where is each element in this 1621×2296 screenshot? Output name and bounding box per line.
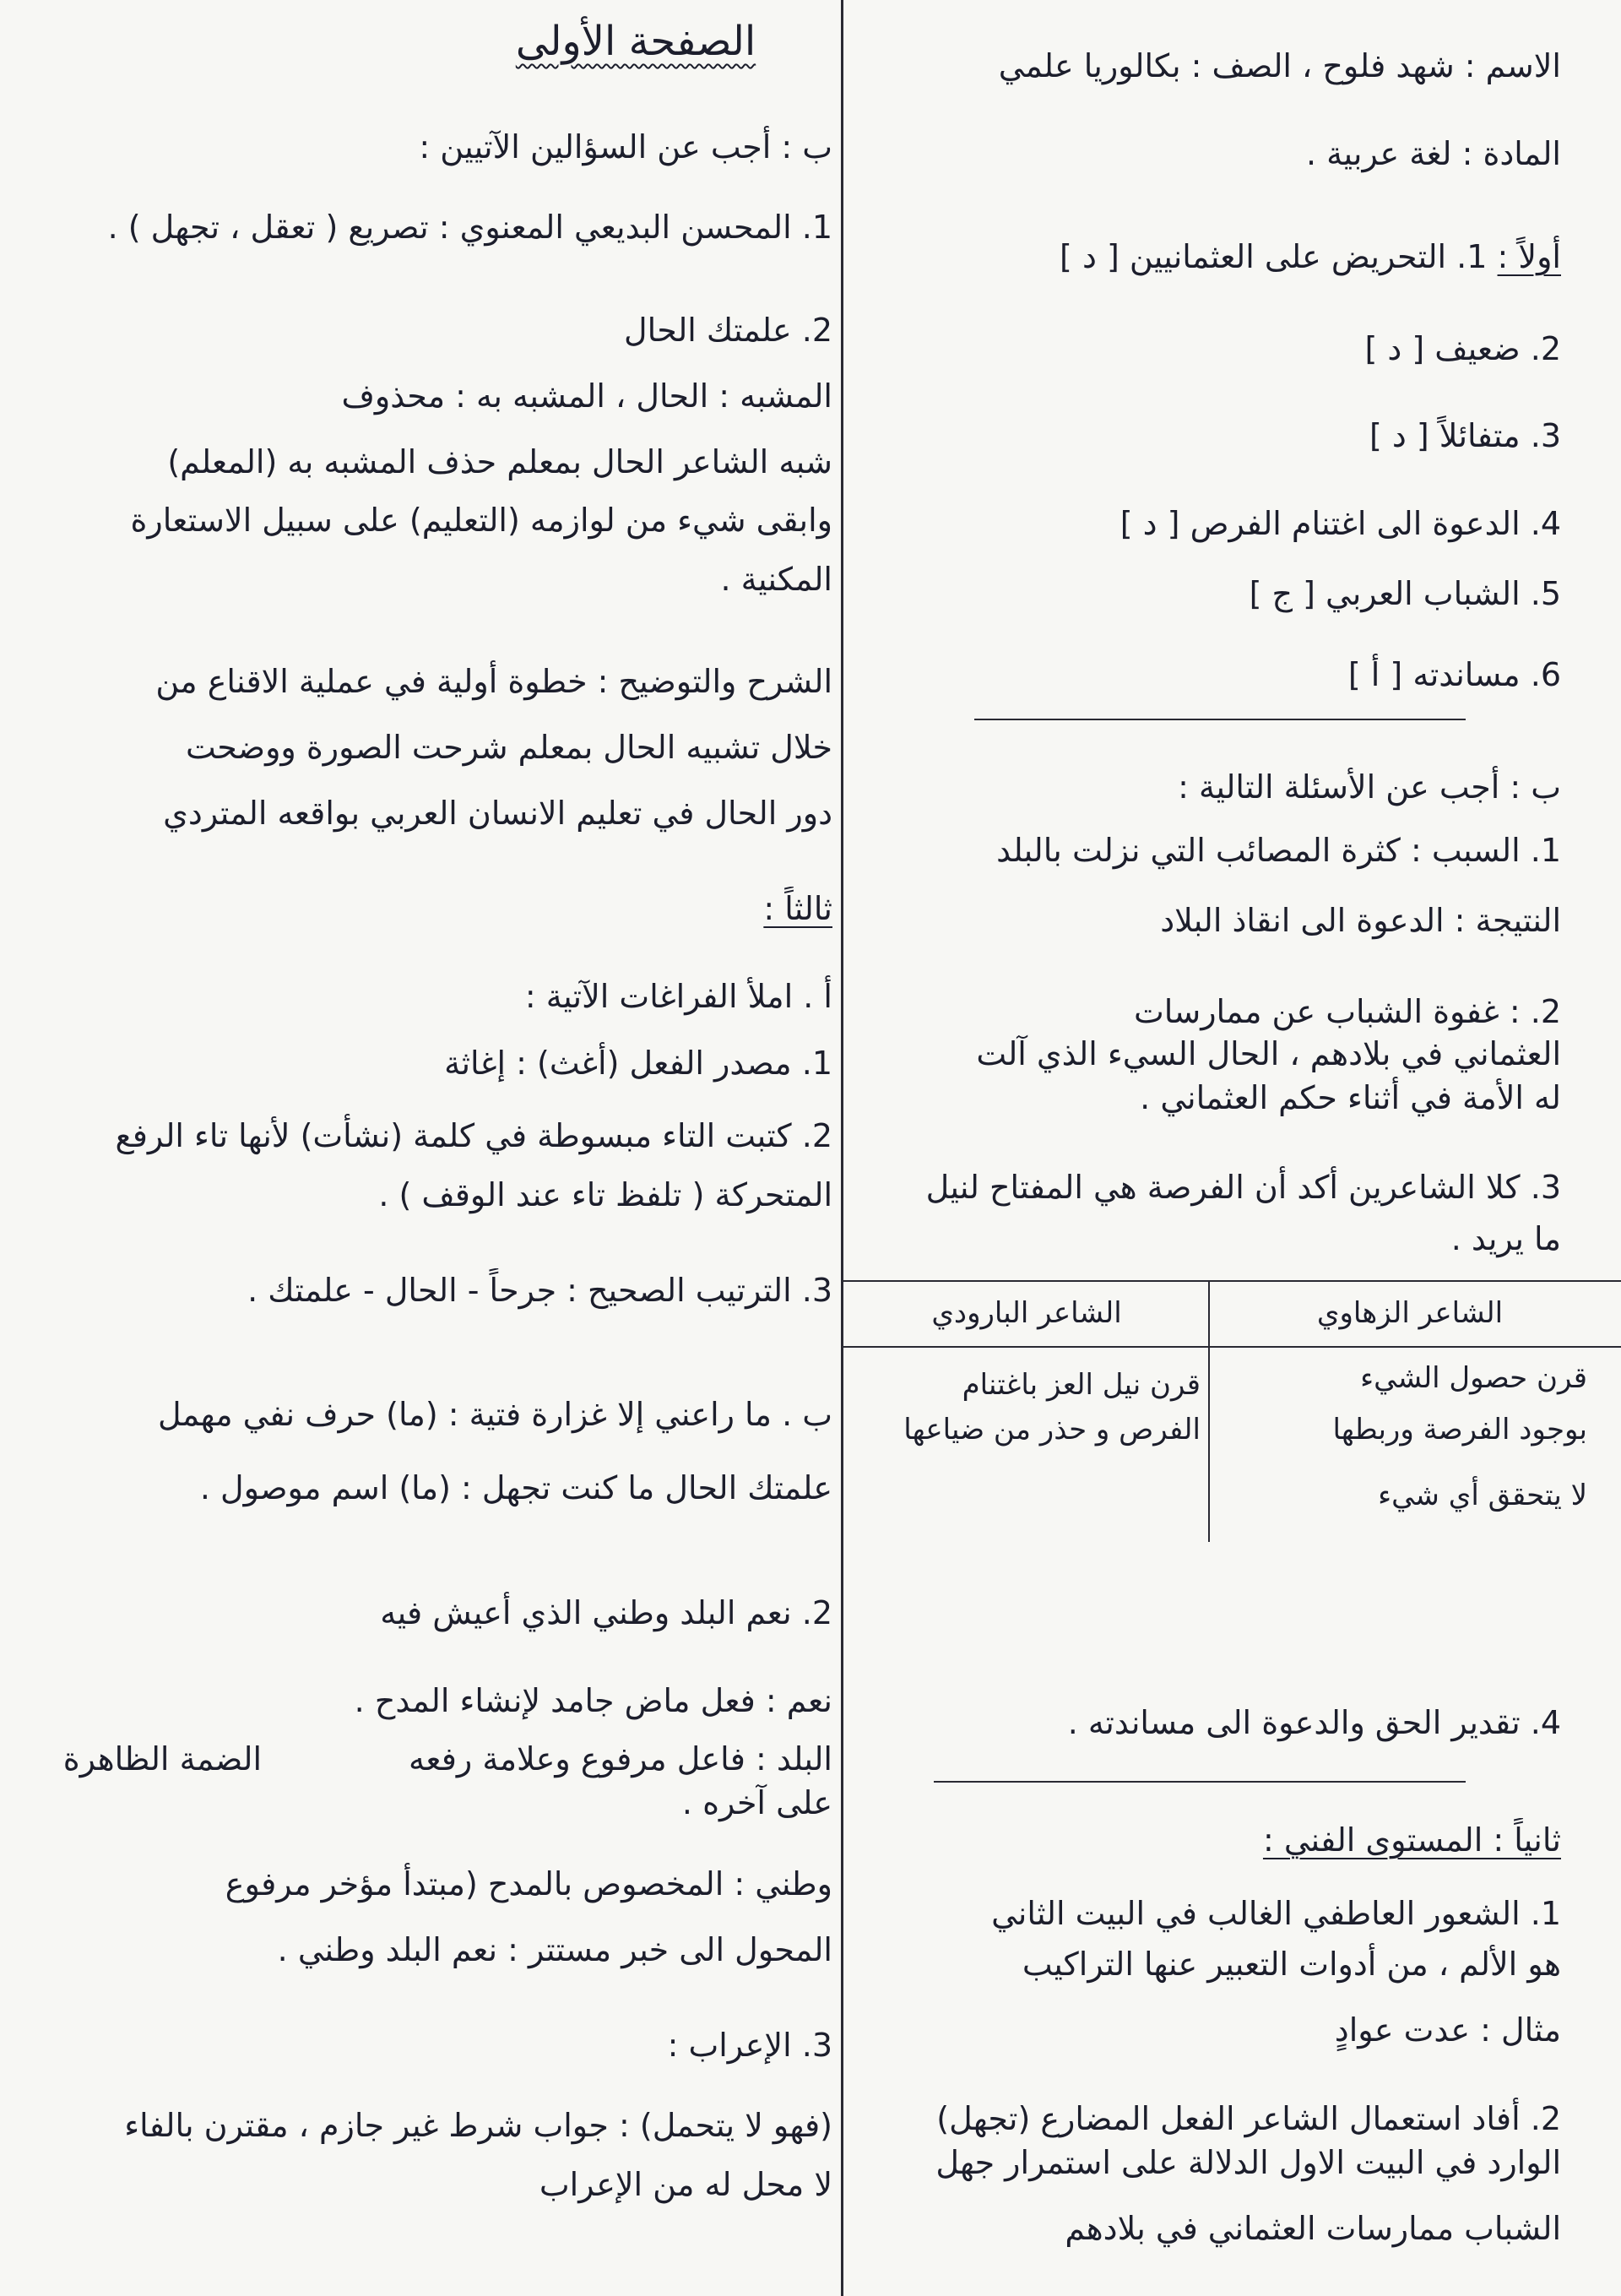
answer-line: شبه الشاعر الحال بمعلم حذف المشبه به (المعلم) xyxy=(167,443,832,480)
column-divider xyxy=(841,0,843,2296)
answer-line: 2. : غفوة الشباب عن ممارسات xyxy=(1134,993,1561,1030)
section-heading xyxy=(853,1818,1561,1862)
answer-line: 5. الشباب العربي [ ج ] xyxy=(1249,575,1561,612)
part-one-first-answer xyxy=(853,235,1561,279)
answer-line: 3. الإعراب : xyxy=(667,2027,832,2064)
answer-line: 2. ضعيف [ د ] xyxy=(1364,330,1561,367)
table-header-barudi: الشاعر البارودي xyxy=(931,1296,1122,1330)
answer-line: المتحركة ( تلفظ تاء عند الوقف ) . xyxy=(378,1176,832,1213)
answer-line: الشرح والتوضيح : خطوة أولية في عملية الاقناع من xyxy=(155,663,832,700)
table-header-border xyxy=(843,1346,1621,1348)
answer-line: 3. كلا الشاعرين أكد أن الفرصة هي المفتاح لنيل xyxy=(925,1169,1561,1206)
answer-line: دور الحال في تعليم الانسان العربي بواقعه المتردي xyxy=(163,795,832,832)
answer-line: مثال : عدت عوادٍ xyxy=(1334,2011,1561,2049)
section-separator xyxy=(934,1781,1466,1783)
part-two-heading: ثانياً : المستوى الفني : xyxy=(1262,1821,1561,1859)
answer-line: المكنية . xyxy=(720,561,832,598)
answer-line: 1. التحريض على العثمانيين [ د ] xyxy=(1060,238,1488,275)
answer-line: ما يريد . xyxy=(1450,1220,1561,1257)
answer-line: لا محل له من الإعراب xyxy=(539,2166,832,2203)
answer-line: علمتك الحال ما كنت تجهل : (ما) اسم موصول . xyxy=(199,1469,832,1506)
answer-line: 2. أفاد استعمال الشاعر الفعل المضارع (تجهل) xyxy=(936,2100,1561,2137)
section-heading: أ . املأ الفراغات الآتية : xyxy=(524,978,832,1015)
answer-line: الوارد في البيت الاول الدلالة على استمرار جهل xyxy=(935,2144,1561,2181)
answer-line: 3. متفائلاً [ د ] xyxy=(1369,417,1561,454)
table-top-border xyxy=(843,1280,1621,1282)
answer-line: المحول الى خبر مستتر : نعم البلد وطني . xyxy=(277,1931,832,1968)
answer-line: 1. السبب : كثرة المصائب التي نزلت بالبلد xyxy=(996,832,1561,869)
part-one-label: أولاً : xyxy=(1497,238,1561,275)
answer-line: 4. الدعوة الى اغتنام الفرص [ د ] xyxy=(1120,505,1561,542)
part-three-label: ثالثاً : xyxy=(763,890,832,927)
answer-line: 6. مساندته [ أ ] xyxy=(1347,656,1561,693)
answer-line: 2. كتبت التاء مبسوطة في كلمة (نشأت) لأنها تاء الرفع xyxy=(115,1117,832,1154)
answer-line: 3. الترتيب الصحيح : جرحاً - الحال - علمتك . xyxy=(247,1272,832,1309)
table-cell-line: بوجود الفرصة وربطها xyxy=(1332,1413,1587,1447)
answer-line: ب . ما راعني إلا غزارة فتية : (ما) حرف نفي مهمل xyxy=(157,1396,832,1433)
table-cell-line: قرن حصول الشيء xyxy=(1360,1361,1587,1395)
answer-line: هو الألم ، من أدوات التعبير عنها التراكيب xyxy=(1022,1946,1561,1983)
answer-line: الشباب ممارسات العثماني في بلادهم xyxy=(1065,2210,1561,2247)
answer-line: النتيجة : الدعوة الى انقاذ البلاد xyxy=(1160,902,1561,939)
answer-line: المشبه : الحال ، المشبه به : محذوف xyxy=(341,377,832,415)
answer-line: العثماني في بلادهم ، الحال السيء الذي آلت xyxy=(976,1035,1561,1072)
answer-line: على آخره . xyxy=(681,1784,832,1821)
table-cell-line: قرن نيل العز باغتنام xyxy=(962,1368,1201,1402)
section-heading: ب : أجب عن الأسئلة التالية : xyxy=(1178,768,1561,806)
answer-line: 1. مصدر الفعل (أغث) : إغاثة xyxy=(444,1045,832,1082)
answer-line: وطني : المخصوص بالمدح (مبتدأ مؤخر مرفوع xyxy=(225,1865,832,1902)
side-note: الضمة الظاهرة xyxy=(62,1740,262,1778)
answer-line: له الأمة في أثناء حكم العثماني . xyxy=(1140,1079,1561,1116)
table-cell-line: الفرص و حذر من ضياعها xyxy=(903,1413,1201,1447)
answer-line: خلال تشبيه الحال بمعلم شرحت الصورة ووضحت xyxy=(185,729,832,766)
answer-line: وابقى شيء من لوازمه (التعليم) على سبيل الاستعارة xyxy=(130,502,832,539)
table-header-zahawi: الشاعر الزهاوي xyxy=(1316,1296,1504,1330)
answer-line: 1. المحسن البديعي المعنوي : تصريع ( تعقل ، تجهل ) . xyxy=(107,209,832,246)
answer-line: 2. علمتك الحال xyxy=(624,312,832,349)
section-separator xyxy=(974,719,1466,720)
answer-line: نعم : فعل ماضٍ جامد لإنشاء المدح . xyxy=(354,1682,832,1719)
subject-line: المادة : لغة عربية . xyxy=(1305,135,1561,172)
answer-line: 4. تقدير الحق والدعوة الى مساندته . xyxy=(1067,1704,1561,1741)
answer-line: 1. الشعور العاطفي الغالب في البيت الثاني xyxy=(991,1895,1561,1932)
answer-line: البلد : فاعل مرفوع وعلامة رفعه xyxy=(409,1740,832,1778)
table-column-divider xyxy=(1208,1280,1210,1542)
student-name-line: الاسم : شهد فلوح ، الصف : بكالوريا علمي xyxy=(998,47,1561,84)
section-heading xyxy=(5,887,832,931)
answer-line: 2. نعم البلد وطني الذي أعيش فيه xyxy=(380,1594,832,1631)
section-heading: ب : أجب عن السؤالين الآتيين : xyxy=(419,128,832,166)
answer-line: (فهو لا يتحمل) : جواب شرط غير جازم ، مقترن بالفاء xyxy=(124,2107,832,2144)
page-title: الصفحة الأولى xyxy=(515,18,756,65)
table-cell-line: لا يتحقق أي شيء xyxy=(1378,1479,1587,1512)
